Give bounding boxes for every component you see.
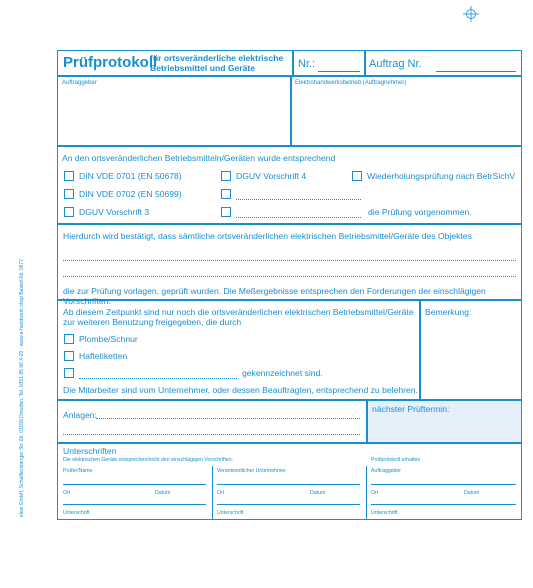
annex-box xyxy=(57,400,367,443)
client-label: Auftraggeber xyxy=(62,80,97,86)
din-0702-label: DIN VDE 0702 (EN 50699) xyxy=(79,189,182,199)
signer3-ort: Ort xyxy=(371,490,379,496)
plombe-label: Plombe/Schnur xyxy=(79,334,138,344)
betrsich-checkbox[interactable] xyxy=(352,171,362,181)
custom-marking-field[interactable] xyxy=(79,378,237,379)
page-subtitle-2: Betriebsmittel und Geräte xyxy=(150,63,256,73)
signer2-datum: Datum xyxy=(310,490,326,496)
dguv3-label: DGUV Vorschrift 3 xyxy=(79,207,150,217)
release-text-1: Ab diesem Zeitpunkt sind nur noch die ortsveränderlichen elektrischen Betriebsmittel/Geräte xyxy=(63,307,414,317)
signer3-place-date-field[interactable] xyxy=(371,504,516,505)
annex-field-1[interactable] xyxy=(96,418,360,419)
dguv4-checkbox[interactable] xyxy=(221,171,231,181)
custom-marking-checkbox[interactable] xyxy=(64,368,74,378)
signer2-signature: Unterschrift xyxy=(217,510,244,516)
confirmation-text-2: die zur Prüfung vorlagen, geprüft wurden. Die Meßergebnisse entsprechen den Forderungen der einschlägigen Vorschriften. xyxy=(63,286,486,306)
marked-label: gekennzeichnet sind. xyxy=(242,368,323,378)
signer2-ort: Ort xyxy=(217,490,225,496)
contractor-label: Elektrohandwerksbetrieb (Auftragnehmer) xyxy=(295,80,407,86)
object-field-2[interactable] xyxy=(63,276,516,277)
din-0701-checkbox[interactable] xyxy=(64,171,74,181)
dguv3-checkbox[interactable] xyxy=(64,207,74,217)
signer3-signature: Unterschrift xyxy=(371,510,398,516)
signatures-title: Unterschriften xyxy=(63,446,117,456)
signer2-place-date-field[interactable] xyxy=(217,504,360,505)
publisher-imprint: elew GmbH, Schaftlersberger Str. 66, 01159 Dresden, Tel. 0351 85 06 4-20 · www.e-handwerk.shop Bestell-Nr. 0677 xyxy=(19,259,25,518)
signer1-name-field[interactable] xyxy=(63,484,206,485)
release-text-2: zur weiteren Benutzung freigegeben, die durch xyxy=(63,317,242,327)
custom-standard-checkbox-2[interactable] xyxy=(221,207,231,217)
signatures-divider-1 xyxy=(212,466,213,520)
signatures-box xyxy=(57,443,522,520)
signer1-role: Prüfer/Name xyxy=(63,468,93,474)
betrsich-label: Wiederholungsprüfung nach BetrSichV xyxy=(367,171,516,181)
object-field-1[interactable] xyxy=(63,260,516,261)
din-0702-checkbox[interactable] xyxy=(64,189,74,199)
registration-mark-icon xyxy=(463,6,479,22)
remarks-label: Bemerkung: xyxy=(425,307,472,317)
instruction-note: Die Mitarbeiter sind vom Unternehmer, oder dessen Beauftragten, entsprechend zu belehren. xyxy=(63,385,418,395)
signatures-divider-2 xyxy=(366,466,367,520)
nr-label: Nr.: xyxy=(298,58,316,70)
confirmation-text-1: Hierdurch wird bestätigt, dass sämtliche ortsveränderlichen elektrischen Betriebsmittel/Geräte des Objektes xyxy=(63,231,472,241)
page-title: Prüfprotokoll xyxy=(63,54,158,71)
signatures-col3-intro: Prüfprotokoll erhalten xyxy=(371,457,421,463)
signer1-place-date-field[interactable] xyxy=(63,504,206,505)
auftrag-field[interactable] xyxy=(436,71,516,72)
dguv4-label: DGUV Vorschrift 4 xyxy=(236,171,307,181)
auftrag-label: Auftrag Nr. xyxy=(369,58,422,70)
haftetiketten-label: Haftetiketten xyxy=(79,351,128,361)
signer3-name-field[interactable] xyxy=(371,484,516,485)
haftetiketten-checkbox[interactable] xyxy=(64,351,74,361)
signatures-col1-intro: Die elektrischen Geräte entsprechen/nicht den einschlägigen Vorschriften. xyxy=(63,457,234,463)
custom-standard-checkbox-1[interactable] xyxy=(221,189,231,199)
din-0701-label: DIN VDE 0701 (EN 50678) xyxy=(79,171,182,181)
signer1-signature: Unterschrift xyxy=(63,510,90,516)
signer2-role: Verantwortlicher Unternehmer xyxy=(217,468,286,474)
signer2-name-field[interactable] xyxy=(217,484,360,485)
custom-standard-field-1[interactable] xyxy=(236,199,361,200)
client-box[interactable] xyxy=(57,76,291,146)
signer1-datum: Datum xyxy=(155,490,171,496)
standards-intro: An den ortsveränderlichen Betriebsmitteln/Geräten wurde entsprechend xyxy=(62,153,336,163)
annex-field-2[interactable] xyxy=(63,434,360,435)
contractor-box[interactable] xyxy=(291,76,522,146)
annex-label: Anlagen: xyxy=(63,410,97,420)
plombe-checkbox[interactable] xyxy=(64,334,74,344)
next-test-label: nächster Prüftermin: xyxy=(372,404,450,414)
nr-field[interactable] xyxy=(318,71,360,72)
signer3-datum: Datum xyxy=(464,490,480,496)
page-subtitle-1: für ortsveränderliche elektrische xyxy=(150,53,284,63)
custom-standard-field-2[interactable] xyxy=(236,217,361,218)
signer3-role: Auftraggeber xyxy=(371,468,401,474)
standards-outro: die Prüfung vorgenommen. xyxy=(368,207,472,217)
signer1-ort: Ort xyxy=(63,490,71,496)
